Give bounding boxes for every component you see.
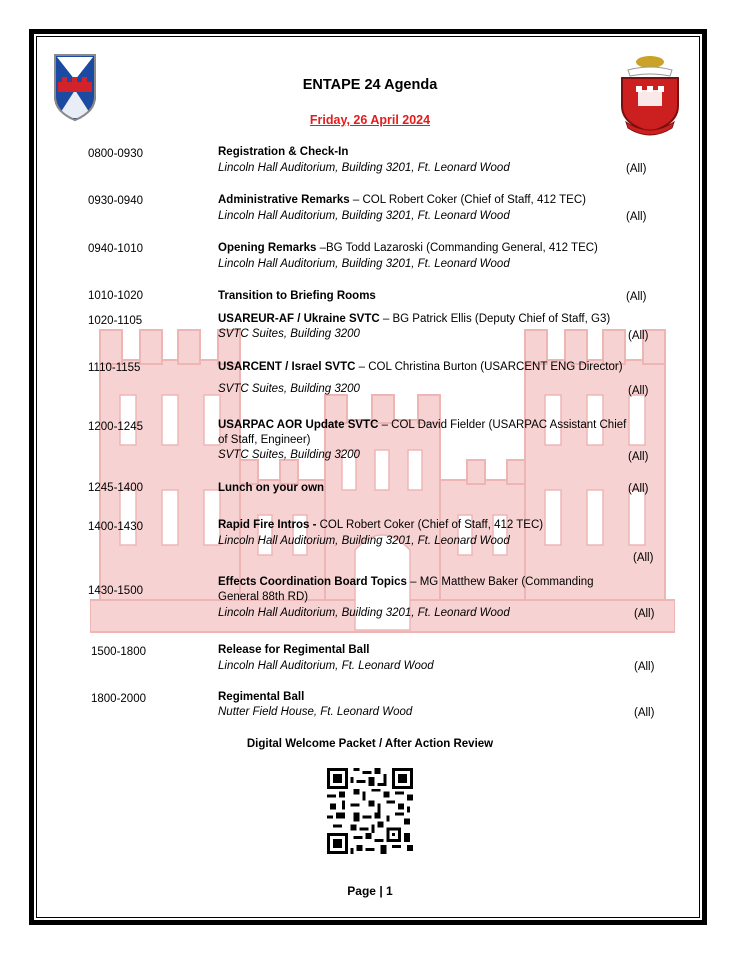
agenda-title xyxy=(218,419,626,431)
agenda-audience: (All) xyxy=(633,552,654,564)
agenda-title xyxy=(218,691,304,703)
agenda-audience: (All) xyxy=(626,291,647,303)
agenda-session-name: USAREUR-AF / Ukraine SVTC xyxy=(218,313,380,325)
agenda-location: Lincoln Hall Auditorium, Building 3201, Ft. Leonard Wood xyxy=(218,535,510,547)
agenda-session-name: USARCENT / Israel SVTC xyxy=(218,361,356,373)
agenda-title xyxy=(218,482,324,494)
agenda-session-name: Opening Remarks xyxy=(218,242,317,254)
page-title: ENTAPE 24 Agenda xyxy=(302,77,438,93)
agenda-time: 1010-1020 xyxy=(88,290,143,302)
agenda-time: 1800-2000 xyxy=(91,693,146,705)
agenda-title xyxy=(218,576,594,588)
agenda-audience: (All) xyxy=(628,451,649,463)
agenda-time: 0800-0930 xyxy=(88,148,143,160)
agenda-session-name: USARPAC AOR Update SVTC xyxy=(218,419,379,431)
agenda-date: Friday, 26 April 2024 xyxy=(309,113,431,127)
agenda-location: Nutter Field House, Ft. Leonard Wood xyxy=(218,706,413,718)
engineer-castle-watermark xyxy=(90,300,675,640)
welcome-packet-link[interactable]: Digital Welcome Packet / After Action Review xyxy=(246,738,494,750)
agenda-audience: (All) xyxy=(626,211,647,223)
qr-code-icon[interactable] xyxy=(327,768,413,854)
agenda-session-name: Release for Regimental Ball xyxy=(218,644,370,656)
agenda-time: 1500-1800 xyxy=(91,646,146,658)
agenda-location: Lincoln Hall Auditorium, Building 3201, Ft. Leonard Wood xyxy=(218,210,510,222)
agenda-audience: (All) xyxy=(634,661,655,673)
agenda-time: 1020-1105 xyxy=(88,315,143,327)
agenda-audience: (All) xyxy=(628,330,649,342)
page-number: Page | 1 xyxy=(347,884,393,898)
agenda-title xyxy=(218,313,610,325)
agenda-session-name: Lunch on your own xyxy=(218,482,325,494)
agenda-time: 0940-1010 xyxy=(88,243,143,255)
agenda-title xyxy=(218,290,376,302)
agenda-time: 0930-0940 xyxy=(88,195,143,207)
agenda-location: Lincoln Hall Auditorium, Building 3201, Ft. Leonard Wood xyxy=(218,607,510,619)
agenda-title xyxy=(218,519,543,531)
agenda-speaker: – MG Matthew Baker (Commanding xyxy=(406,576,594,588)
agenda-speaker: – COL Robert Coker (Chief of Staff, 412 TEC) xyxy=(349,194,586,206)
agenda-title xyxy=(218,146,348,158)
agenda-time: 1200-1245 xyxy=(88,421,143,433)
agenda-time: 1110-1155 xyxy=(88,362,141,374)
agenda-location: Lincoln Hall Auditorium, Building 3201, Ft. Leonard Wood xyxy=(218,258,510,270)
agenda-location: SVTC Suites, Building 3200 xyxy=(218,328,360,340)
agenda-time: 1430-1500 xyxy=(88,585,143,597)
agenda-time: 1400-1430 xyxy=(88,521,143,533)
agenda-speaker-continued: of Staff, Engineer) xyxy=(218,434,311,446)
agenda-speaker-continued: General 88th RD) xyxy=(218,591,309,603)
agenda-title xyxy=(218,242,598,254)
agenda-session-name: Rapid Fire Intros - xyxy=(218,519,317,531)
agenda-title xyxy=(218,194,586,206)
agenda-speaker: – COL Christina Burton (USARCENT ENG Director) xyxy=(355,361,623,373)
agenda-session-name: Administrative Remarks xyxy=(218,194,350,206)
agenda-location: SVTC Suites, Building 3200 xyxy=(218,383,360,395)
agenda-location: SVTC Suites, Building 3200 xyxy=(218,449,360,461)
agenda-audience: (All) xyxy=(628,483,649,495)
agenda-session-name: Registration & Check-In xyxy=(218,146,349,158)
agenda-session-name: Effects Coordination Board Topics xyxy=(218,576,407,588)
agenda-title xyxy=(218,361,623,373)
agenda-speaker: –BG Todd Lazaroski (Commanding General, 412 TEC) xyxy=(316,242,598,254)
agenda-audience: (All) xyxy=(634,608,655,620)
agenda-speaker: – COL David Fielder (USARPAC Assistant Chief xyxy=(378,419,627,431)
agenda-time: 1245-1400 xyxy=(88,482,143,494)
agenda-session-name: Transition to Briefing Rooms xyxy=(218,290,376,302)
agenda-audience: (All) xyxy=(634,707,655,719)
agenda-audience: (All) xyxy=(628,385,649,397)
agenda-speaker: COL Robert Coker (Chief of Staff, 412 TEC) xyxy=(316,519,544,531)
agenda-location: Lincoln Hall Auditorium, Ft. Leonard Wood xyxy=(218,660,434,672)
agenda-audience: (All) xyxy=(626,163,647,175)
agenda-session-name: Regimental Ball xyxy=(218,691,305,703)
agenda-speaker: – BG Patrick Ellis (Deputy Chief of Staff, G3) xyxy=(379,313,611,325)
agenda-location: Lincoln Hall Auditorium, Building 3201, Ft. Leonard Wood xyxy=(218,162,510,174)
agenda-title xyxy=(218,644,369,656)
